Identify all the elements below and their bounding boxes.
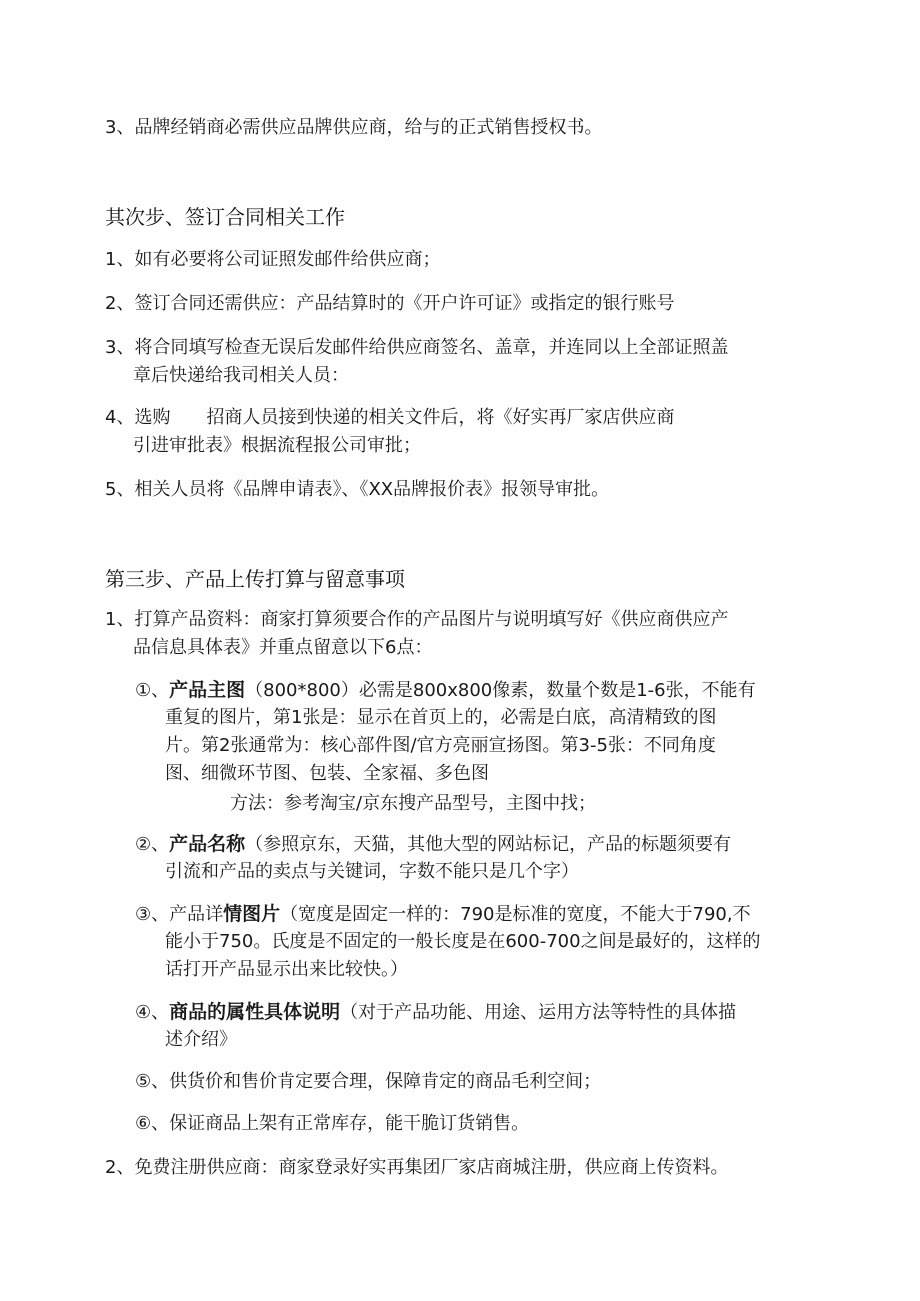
sub-item-title: 情图片 bbox=[223, 903, 281, 925]
list-item bbox=[105, 478, 609, 502]
sub-item-text: 供货价和售价肯定要合理，保障肯定的商品毛利空间； bbox=[169, 1071, 602, 1092]
sub-item-text-continued: 图、细微环节图、包装、全家福、多色图 bbox=[165, 763, 489, 784]
item-text-continued: 章后快递给我司相关人员： bbox=[133, 365, 349, 386]
item-text: 相关人员将《品牌申请表》、《XX品牌报价表》报领导审批。 bbox=[134, 479, 610, 500]
sub-item-text: 产品详 bbox=[169, 904, 224, 925]
item-text-continued: 引进审批表》根据流程报公司审批； bbox=[133, 435, 421, 456]
item-text: 选购 招商人员接到快递的相关文件后，将《好实再厂家店供应商 bbox=[134, 407, 675, 428]
sub-item-number: ③、 bbox=[135, 904, 170, 925]
item-text-continued: 品信息具体表》并重点留意以下6点： bbox=[133, 637, 433, 658]
list-item bbox=[105, 336, 728, 360]
sub-item-text: 保证商品上架有正常库存，能干脆订货销售。 bbox=[169, 1113, 530, 1134]
sub-item-text-continued: 引流和产品的卖点与关键词，字数不能只是几个字） bbox=[165, 861, 579, 882]
item-number: 2、 bbox=[105, 293, 135, 314]
sub-item-text-continued: 能小于750。氏度是不固定的一般长度是在600-700之间是最好的，这样的 bbox=[165, 931, 761, 952]
item-number: 2、 bbox=[105, 1157, 135, 1178]
sub-item bbox=[135, 1112, 529, 1136]
sub-item-text-continued: 片。第2张通常为：核心部件图/官方亮丽宣扬图。第3-5张：不同角度 bbox=[165, 735, 716, 756]
sub-item-number: ①、 bbox=[135, 680, 170, 701]
sub-item-text-continued: 重复的图片，第1张是：显示在首页上的，必需是白底，高清精致的图 bbox=[165, 707, 717, 728]
item-number: 1、 bbox=[105, 249, 135, 270]
sub-item-number: ⑥、 bbox=[135, 1113, 170, 1134]
sub-item-number: ④、 bbox=[135, 1002, 170, 1023]
sub-item-text: （参照京东，天猫，其他大型的网站标记，产品的标题须要有 bbox=[245, 834, 732, 855]
list-item bbox=[105, 248, 440, 272]
list-item bbox=[105, 406, 674, 430]
sub-item bbox=[135, 832, 731, 857]
item-number: 4、 bbox=[105, 407, 135, 428]
sub-item-text-continued: 述介绍》 bbox=[165, 1029, 237, 1050]
sub-item bbox=[135, 1000, 736, 1025]
list-item bbox=[105, 1156, 728, 1180]
section-heading: 其次步、签订合同相关工作 bbox=[105, 205, 345, 229]
sub-item-number: ⑤、 bbox=[135, 1071, 170, 1092]
list-item bbox=[105, 608, 728, 632]
item-number: 1、 bbox=[105, 609, 135, 630]
sub-item-text: （对于产品功能、用途、运用方法等特性的具体描 bbox=[340, 1002, 737, 1023]
item-text: 签订合同还需供应：产品结算时的《开户许可证》或指定的银行账号 bbox=[134, 293, 675, 314]
item-text: 品牌经销商必需供应品牌供应商，给与的正式销售授权书。 bbox=[134, 117, 603, 138]
item-number: 3、 bbox=[105, 337, 135, 358]
item-text: 如有必要将公司证照发邮件给供应商； bbox=[134, 249, 441, 270]
item-number: 5、 bbox=[105, 479, 135, 500]
list-item bbox=[105, 292, 674, 316]
list-item bbox=[105, 116, 602, 140]
sub-item bbox=[135, 1070, 601, 1094]
item-text: 免费注册供应商：商家登录好实再集团厂家店商城注册，供应商上传资料。 bbox=[134, 1157, 729, 1178]
sub-item-method: 方法：参考淘宝/京东搜产品型号，主图中找； bbox=[230, 793, 597, 814]
sub-item-number: ②、 bbox=[135, 834, 170, 855]
sub-item-text: （宽度是固定一样的：790是标准的宽度，不能大于790,不 bbox=[280, 904, 751, 925]
item-number: 3、 bbox=[105, 117, 135, 138]
section-heading: 第三步、产品上传打算与留意事项 bbox=[105, 567, 405, 591]
item-text: 将合同填写检查无误后发邮件给供应商签名、盖章，并连同以上全部证照盖 bbox=[134, 337, 729, 358]
sub-item-text: （800*800）必需是800x800像素，数量个数是1-6张，不能有 bbox=[245, 680, 756, 701]
sub-item bbox=[135, 678, 756, 703]
sub-item-text-continued: 话打开产品显示出来比较快。） bbox=[165, 959, 408, 980]
sub-item-title: 商品的属性具体说明 bbox=[169, 1001, 341, 1023]
sub-item-title: 产品名称 bbox=[169, 833, 246, 855]
item-text: 打算产品资料：商家打算须要合作的产品图片与说明填写好《供应商供应产 bbox=[134, 609, 729, 630]
sub-item bbox=[135, 902, 751, 927]
sub-item-title: 产品主图 bbox=[169, 679, 246, 701]
